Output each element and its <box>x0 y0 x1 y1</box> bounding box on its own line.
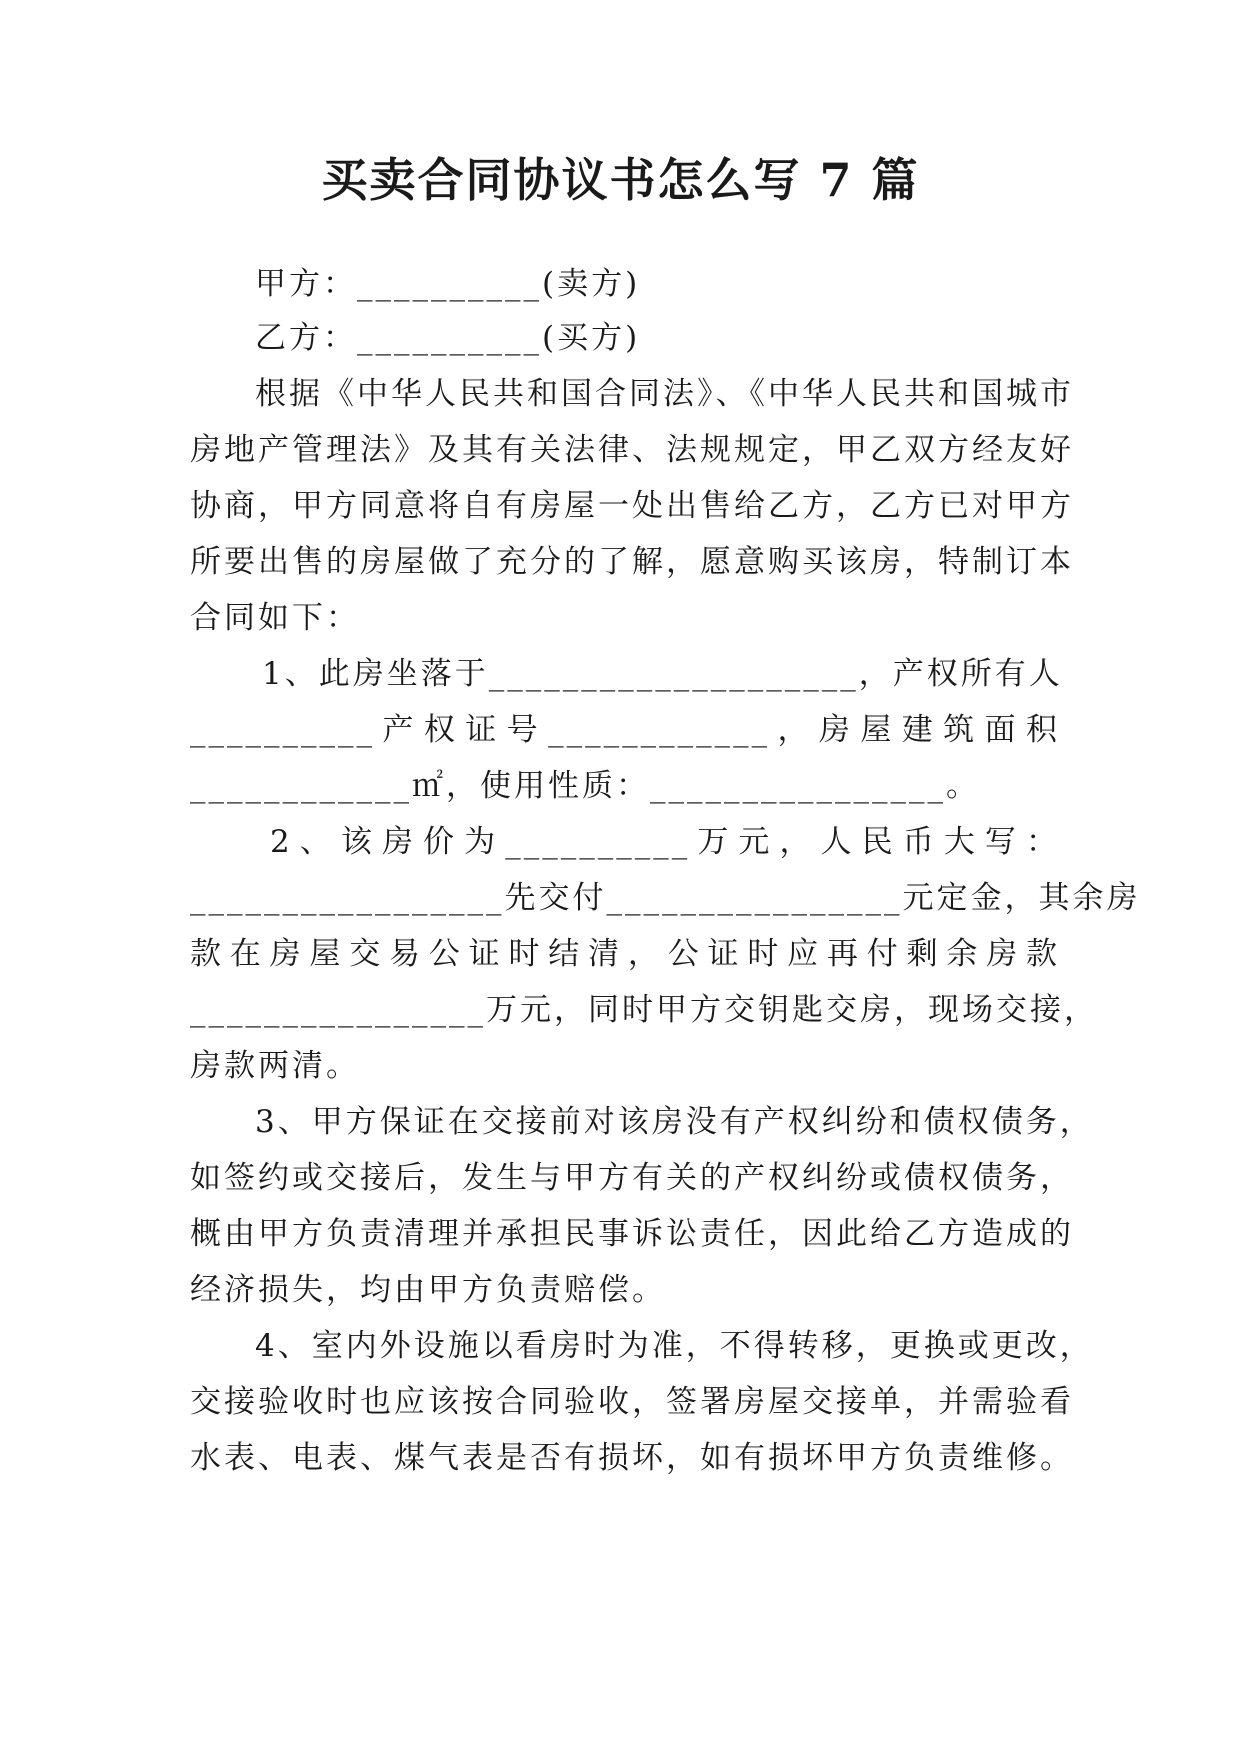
paragraph-line: 根据《中华人民共和国合同法》、《中华人民共和国城市 <box>255 376 1074 412</box>
clause-3-line: 3、甲方保证在交接前对该房没有产权纠纷和债权债务， <box>255 1104 1094 1140</box>
document-title: 买卖合同协议书怎么写 7 篇 <box>321 153 920 207</box>
clause-3-line: 经济损失，均由甲方负责赔偿。 <box>190 1272 666 1308</box>
paragraph-line: 所要出售的房屋做了充分的了解，愿意购买该房，特制订本 <box>190 544 1074 580</box>
party-a-line: 甲方：__________(卖方) <box>255 266 641 302</box>
clause-2-line: 2、该房价为__________万元，人民币大写： <box>270 824 1060 860</box>
paragraph-line: 合同如下： <box>190 600 360 636</box>
clause-2-line: 款在房屋交易公证时结清，公证时应再付剩余房款 <box>190 936 1060 972</box>
party-b-line: 乙方：__________(买方) <box>255 320 641 356</box>
clause-2-line: 房款两清。 <box>190 1048 360 1084</box>
clause-1-line: ____________㎡，使用性质：________________。 <box>190 768 980 804</box>
paragraph-line: 房地产管理法》及其有关法律、法规规定，甲乙双方经友好 <box>190 432 1074 468</box>
paragraph-line: 协商，甲方同意将自有房屋一处出售给乙方，乙方已对甲方 <box>190 488 1074 524</box>
clause-3-line: 如签约或交接后，发生与甲方有关的产权纠纷或债权债务， <box>190 1160 1074 1196</box>
clause-1-line: 1、此房坐落于____________________，产权所有人 <box>262 656 1063 692</box>
clause-4-line: 交接验收时也应该按合同验收，签署房屋交接单，并需验看 <box>190 1384 1074 1420</box>
clause-4-line: 水表、电表、煤气表是否有损坏，如有损坏甲方负责维修。 <box>190 1440 1074 1476</box>
clause-2-line: _________________先交付________________元定金，其余房 <box>190 880 1141 916</box>
clause-2-line: ________________万元，同时甲方交钥匙交房，现场交接， <box>190 992 1098 1028</box>
clause-3-line: 概由甲方负责清理并承担民事诉讼责任，因此给乙方造成的 <box>190 1216 1074 1252</box>
clause-4-line: 4、室内外设施以看房时为准，不得转移，更换或更改， <box>255 1328 1094 1364</box>
clause-1-line: __________产权证号____________，房屋建筑面积 <box>190 712 1060 748</box>
